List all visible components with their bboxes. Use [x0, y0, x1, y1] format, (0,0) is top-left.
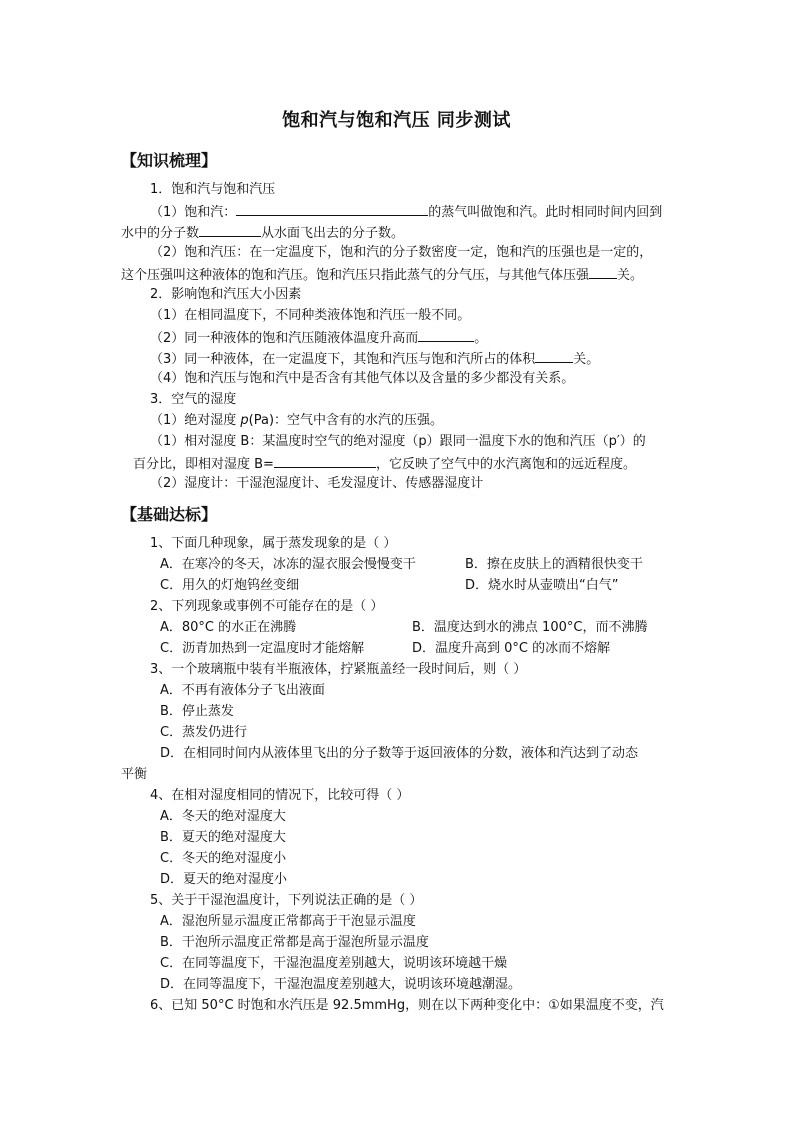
text-run: 关。: [617, 268, 644, 283]
point-2-4-line: （4）饱和汽压与饱和汽中是否含有其他气体以及含量的多少都没有关系。: [150, 371, 575, 386]
option-4d[interactable]: D．夏天的绝对湿度小: [160, 872, 288, 887]
text-run: 。: [474, 331, 488, 346]
point-1-1-line-cont: [121, 223, 404, 243]
point-3-1-line: [150, 412, 443, 430]
option-3d-cont: 平衡: [121, 767, 148, 782]
point-1-2-line: （2）饱和汽压：在一定温度下，饱和汽的分子数密度一定，饱和汽的压强也是一定的，: [150, 245, 653, 260]
option-3c[interactable]: C．蒸发仍进行: [160, 725, 248, 740]
text-run: 的蒸气叫做饱和汽。此时相同时间内回到: [428, 205, 663, 220]
point-1-heading: 1．饱和汽与饱和汽压: [150, 182, 276, 197]
fill-blank[interactable]: [535, 349, 573, 363]
point-2-3-line: [150, 349, 599, 369]
symbol-p: p: [240, 413, 249, 428]
option-5d[interactable]: D．在同等温度下，干湿泡温度差别越大，说明该环境越潮湿。: [160, 977, 522, 992]
option-5b[interactable]: B．干泡所示温度正常都是高于湿泡所显示温度: [160, 935, 429, 950]
section-heading-basic: 【基础达标】: [121, 505, 218, 524]
point-2-1-line: （1）在相同温度下，不同种类液体饱和汽压一般不同。: [150, 308, 471, 323]
point-3-heading: 3．空气的湿度: [150, 392, 237, 407]
fill-blank[interactable]: [236, 202, 428, 216]
fill-blank[interactable]: [589, 265, 617, 279]
text-run: 关。: [573, 352, 600, 367]
option-4a[interactable]: A．冬天的绝对湿度大: [160, 809, 286, 824]
option-1b[interactable]: B．擦在皮肤上的酒精很快变干: [465, 557, 643, 572]
option-1d[interactable]: D．烧水时从壶喷出“白气”: [465, 578, 619, 593]
fill-blank[interactable]: [418, 328, 474, 342]
text-run: 从水面飞出去的分子数。: [261, 226, 405, 241]
option-2d[interactable]: D．温度升高到 0°C 的冰而不熔解: [412, 641, 611, 656]
text-run: 百分比，即相对湿度 B=: [133, 457, 274, 472]
point-1-2-line-cont: [121, 265, 643, 285]
fill-blank[interactable]: [274, 454, 376, 468]
question-2: 2、下列现象或事例不可能存在的是（ ）: [150, 599, 384, 614]
point-3-2-line-cont: [133, 454, 636, 474]
text-run: (Pa)：空气中含有的水汽的压强。: [248, 413, 444, 428]
question-6: 6、已知 50°C 时饱和水汽压是 92.5mmHg，则在以下两种变化中：①如果温度不变，汽: [150, 998, 664, 1013]
option-5a[interactable]: A．湿泡所显示温度正常都高于干泡显示温度: [160, 914, 416, 929]
option-3a[interactable]: A．不再有液体分子飞出液面: [160, 683, 325, 698]
text-run: 这个压强叫这种液体的饱和汽压。饱和汽压只指此蒸气的分气压，与其他气体压强: [121, 268, 590, 283]
point-3-3-line: （2）湿度计：干湿泡湿度计、毛发湿度计、传感器湿度计: [150, 476, 484, 491]
text-run: ，它反映了空气中的水汽离饱和的远近程度。: [375, 457, 636, 472]
question-1: 1、下面几种现象，属于蒸发现象的是（ ）: [150, 536, 397, 551]
question-5: 5、关于干湿泡温度计，下列说法正确的是（ ）: [150, 893, 423, 908]
option-4c[interactable]: C．冬天的绝对湿度小: [160, 851, 287, 866]
point-2-2-line: [150, 328, 487, 348]
option-3b[interactable]: B．停止蒸发: [160, 704, 234, 719]
option-5c[interactable]: C．在同等温度下，干湿泡温度差别越大，说明该环境越干燥: [160, 956, 508, 971]
point-1-1-line: [150, 202, 662, 222]
option-2c[interactable]: C．沥青加热到一定温度时才能熔解: [160, 641, 365, 656]
option-4b[interactable]: B．夏天的绝对湿度大: [160, 830, 286, 845]
fill-blank[interactable]: [199, 223, 261, 237]
text-run: （1）绝对湿度: [150, 413, 241, 428]
point-2-heading: 2．影响饱和汽压大小因素: [150, 287, 302, 302]
page-title: 饱和汽与饱和汽压 同步测试: [282, 110, 511, 131]
text-run: 水中的分子数: [121, 226, 200, 241]
option-3d[interactable]: D．在相同时间内从液体里飞出的分子数等于返回液体的分数，液体和汽达到了动态: [160, 746, 639, 761]
point-3-2-line: （1）相对湿度 B：某温度时空气的绝对湿度（p）跟同一温度下水的饱和汽压（p′）的: [150, 434, 646, 449]
option-1c[interactable]: C．用久的灯炮钨丝变细: [160, 578, 300, 593]
text-run: （3）同一种液体，在一定温度下，其饱和汽压与饱和汽所占的体积: [150, 352, 536, 367]
question-4: 4、在相对湿度相同的情况下，比较可得（ ）: [150, 788, 410, 803]
section-heading-knowledge: 【知识梳理】: [121, 151, 218, 170]
text-run: （1）饱和汽：: [150, 205, 237, 220]
option-2a[interactable]: A．80°C 的水正在沸腾: [160, 620, 297, 635]
question-3: 3、一个玻璃瓶中装有半瓶液体，拧紧瓶盖经一段时间后，则（ ）: [150, 662, 527, 677]
text-run: （2）同一种液体的饱和汽压随液体温度升高而: [150, 331, 419, 346]
option-1a[interactable]: A．在寒冷的冬天，冰冻的湿衣服会慢慢变干: [160, 557, 416, 572]
option-2b[interactable]: B．温度达到水的沸点 100°C，而不沸腾: [412, 620, 648, 635]
